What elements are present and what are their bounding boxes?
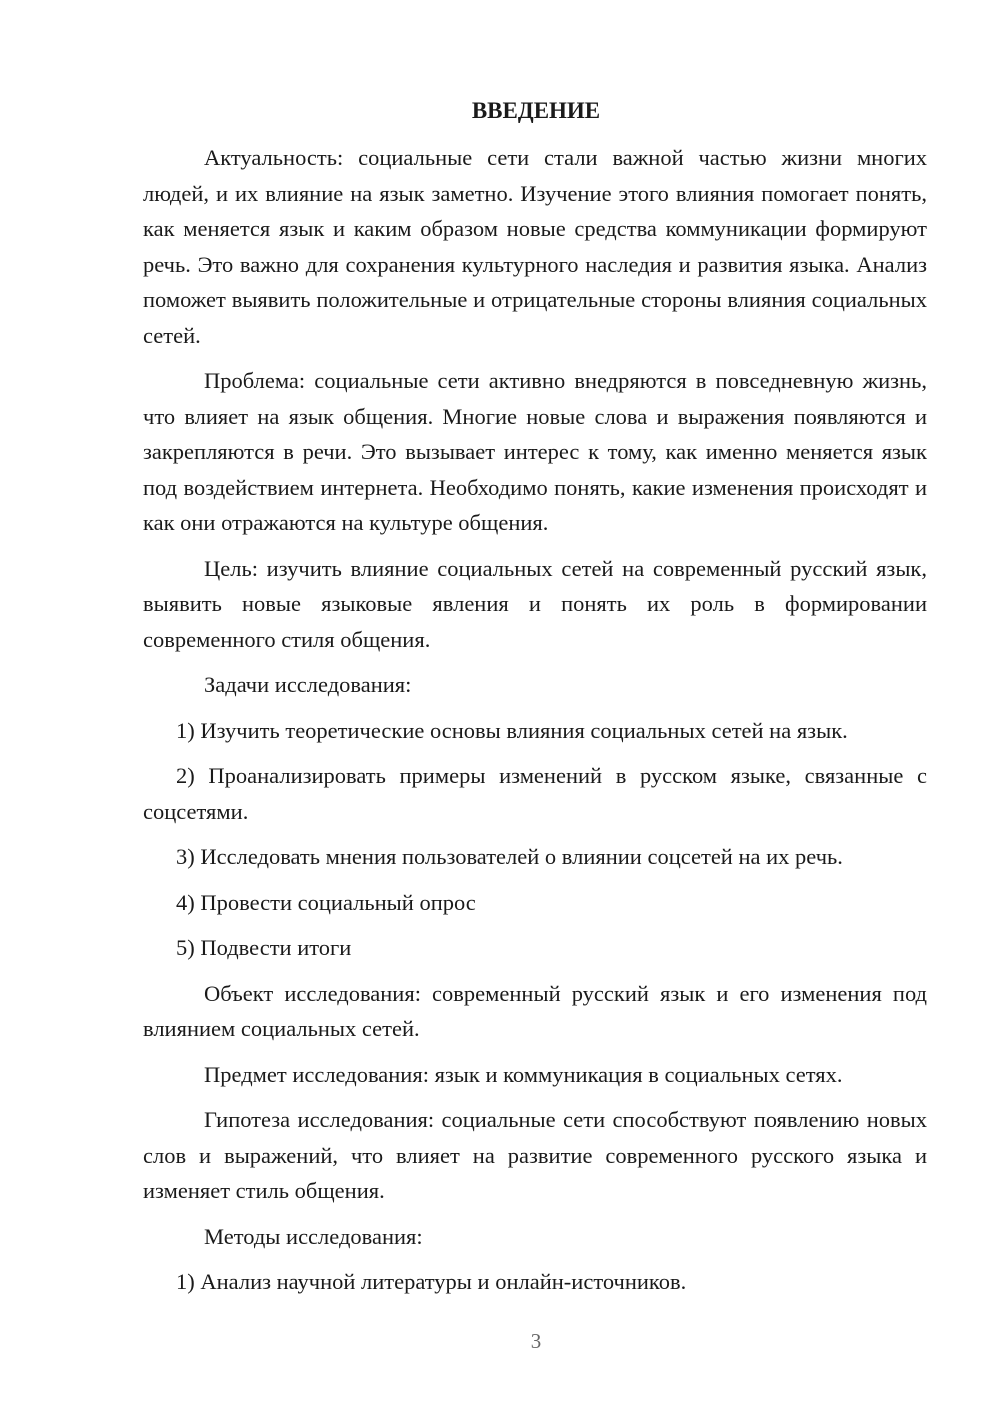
paragraph-goal: Цель: изучить влияние социальных сетей на современный русский язык, выявить новые языковые явления и понять их роль в формировании современного стиля общения. <box>143 555 927 652</box>
body-text <box>143 140 927 1300</box>
task-item: 5) Подвести итоги <box>176 935 352 960</box>
paragraph-tasks-label: Задачи исследования: <box>204 672 412 697</box>
paragraph-object: Объект исследования: современный русский язык и его изменения под влиянием социальных сетей. <box>143 980 927 1041</box>
paragraph-problem: Проблема: социальные сети активно внедряются в повседневную жизнь, что влияет на язык общения. Многие новые слова и выражения появляются и закрепляются в речи. Это вызывает интерес к тому, как именно меняется язык под воздействием интернета. Необходимо понять, какие изменения происходят и как они отражаются на культуре общения. <box>143 368 927 535</box>
paragraph-relevance: Актуальность: социальные сети стали важной частью жизни многих людей, и их влияние на язык заметно. Изучение этого влияния помогает понять, как меняется язык и каким образом новые средства коммуникации формируют речь. Это важно для сохранения культурного наследия и развития языка. Анализ поможет выявить положительные и отрицательные стороны влияния социальных сетей. <box>143 145 927 348</box>
task-item: 2) Проанализировать примеры изменений в русском языке, связанные с соцсетями. <box>143 763 927 824</box>
method-item: 1) Анализ научной литературы и онлайн-источников. <box>176 1269 687 1294</box>
task-item: 1) Изучить теоретические основы влияния социальных сетей на язык. <box>176 717 848 743</box>
page-number: 3 <box>530 1329 542 1353</box>
task-item: 4) Провести социальный опрос <box>176 889 476 915</box>
paragraph-methods-label: Методы исследования: <box>204 1223 423 1249</box>
task-item: 3) Исследовать мнения пользователей о влиянии соцсетей на их речь. <box>176 844 843 869</box>
paragraph-hypothesis: Гипотеза исследования: социальные сети способствуют появлению новых слов и выражений, что влияет на развитие современного русского языка и изменяет стиль общения. <box>143 1107 927 1203</box>
paragraph-subject: Предмет исследования: язык и коммуникация в социальных сетях. <box>204 1061 843 1087</box>
section-heading: ВВЕДЕНИЕ <box>471 98 601 123</box>
